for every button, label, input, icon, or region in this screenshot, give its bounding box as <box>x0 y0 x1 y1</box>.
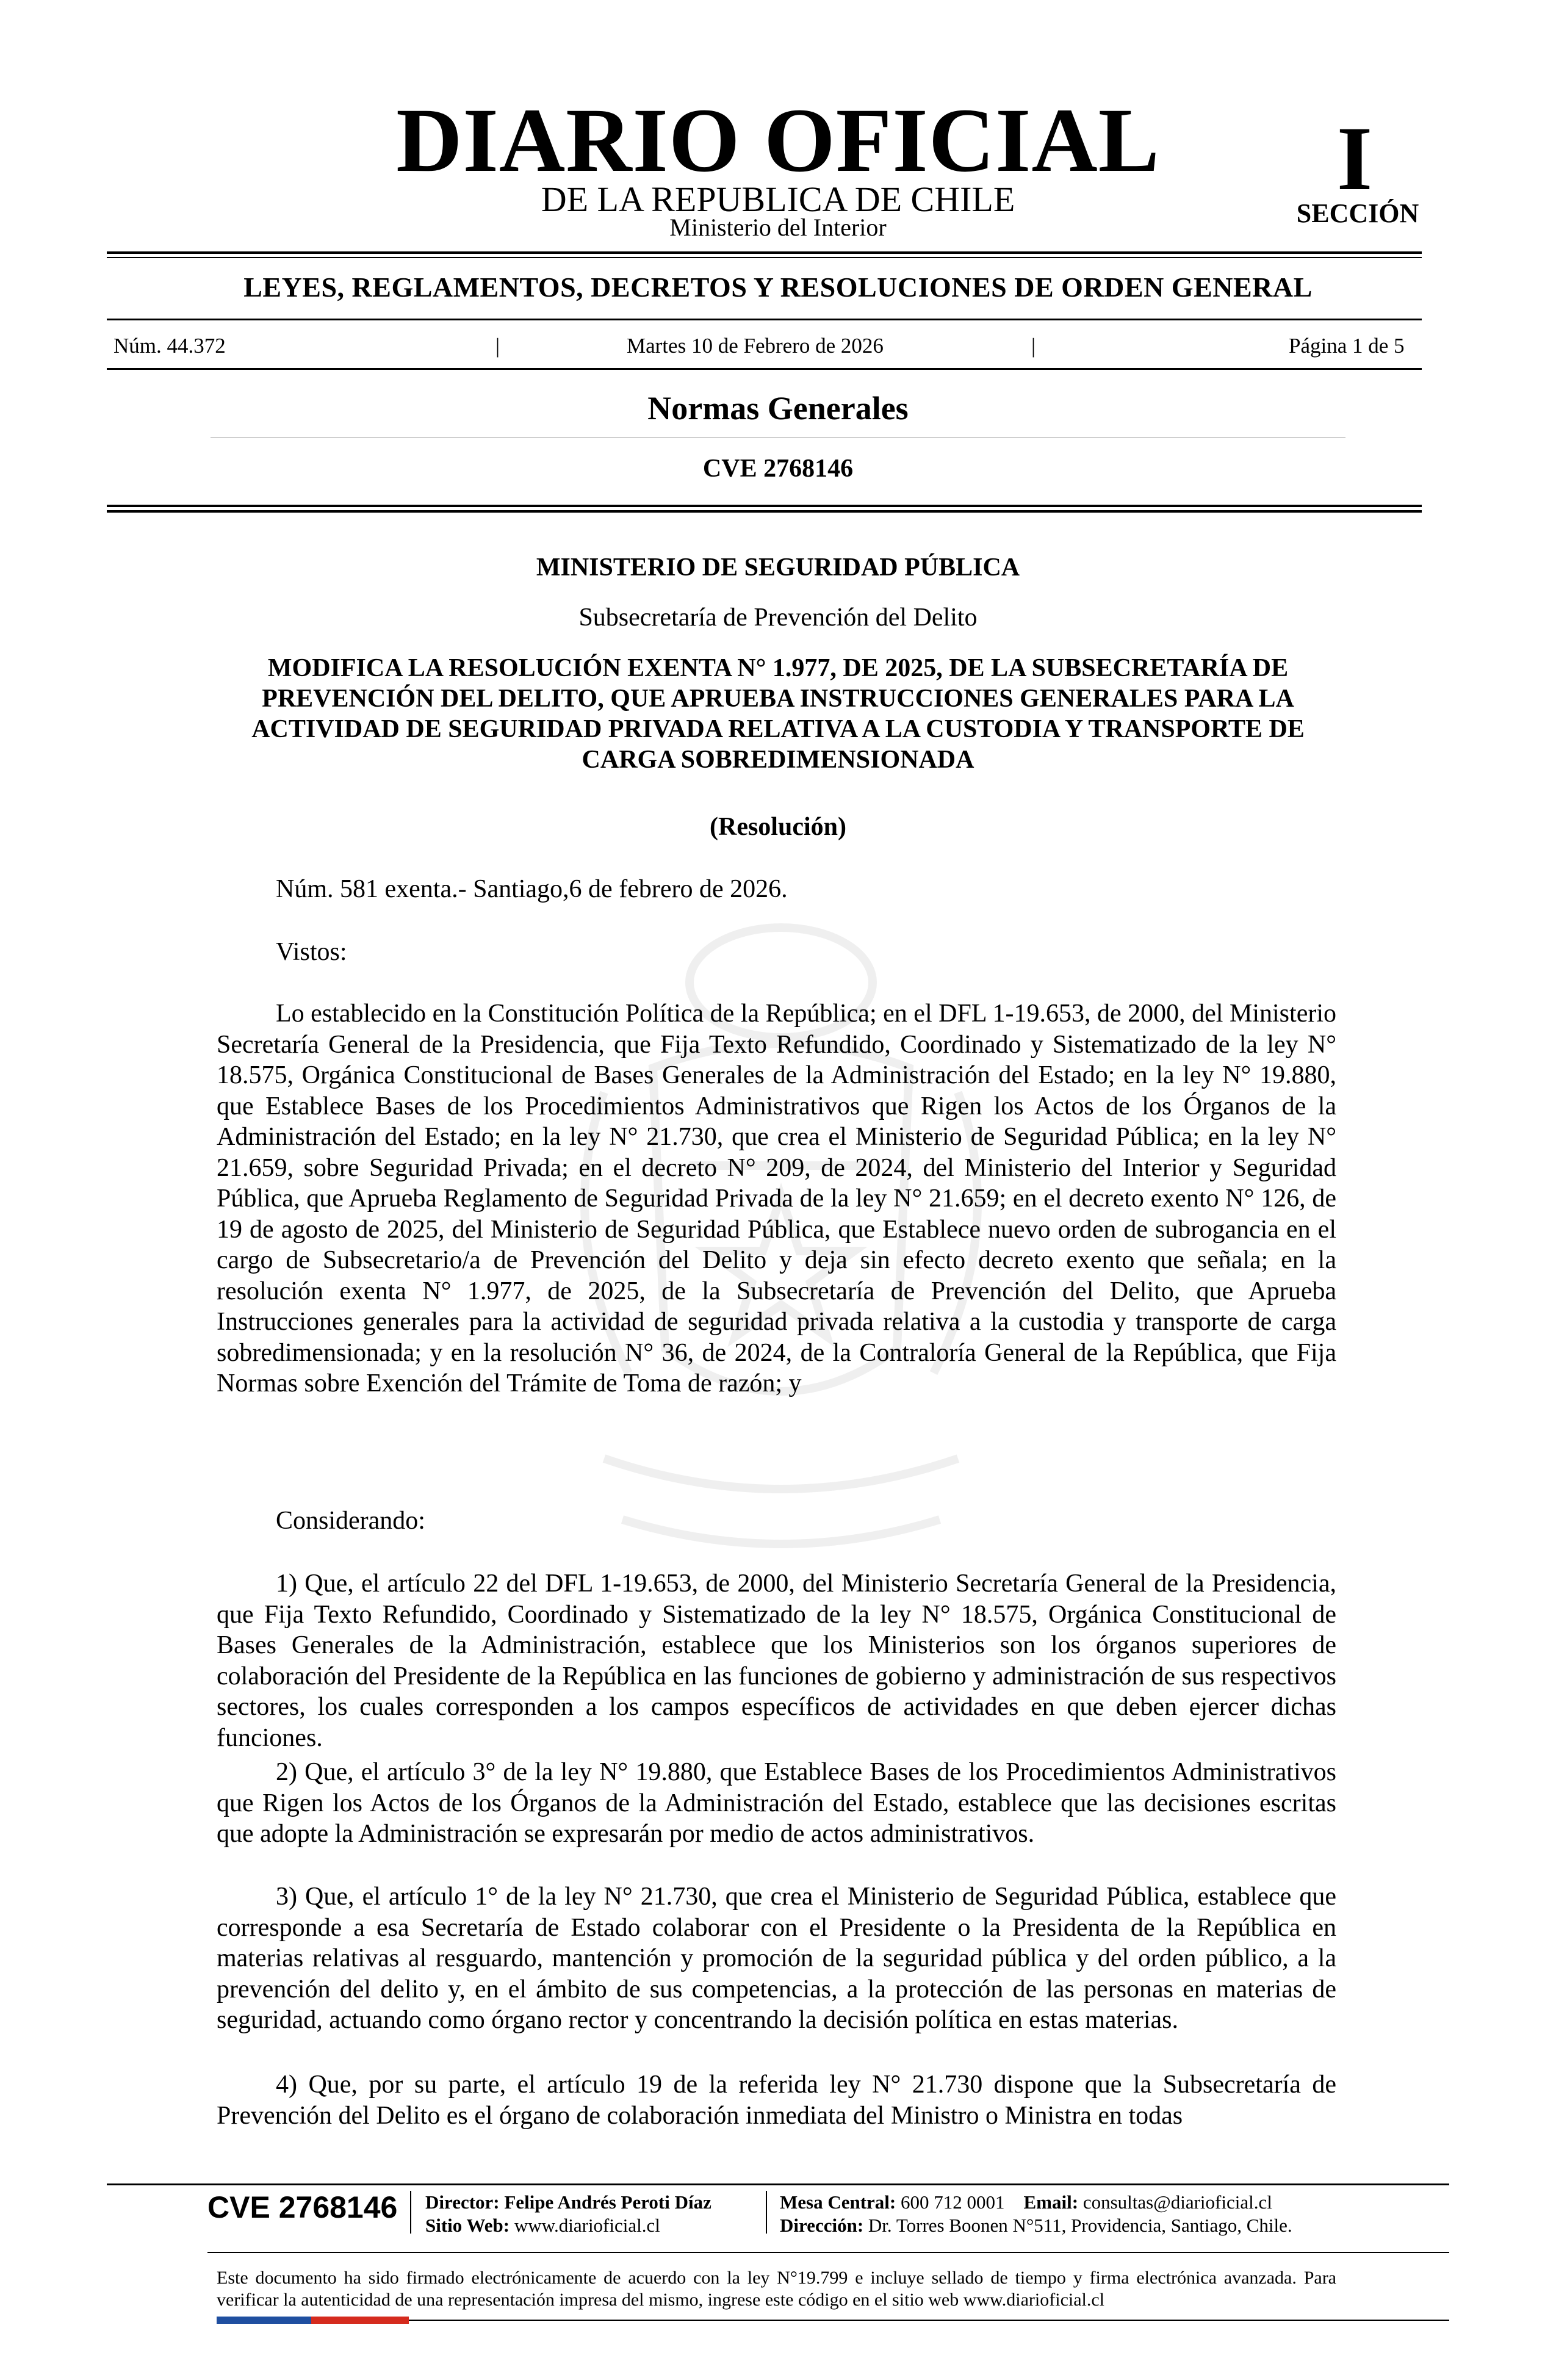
masthead-divider <box>107 251 1422 254</box>
website-link[interactable]: www.diarioficial.cl <box>514 2215 660 2236</box>
footer-cve: CVE 2768146 <box>207 2190 398 2224</box>
header-bottom-divider <box>107 505 1422 507</box>
vistos-paragraph: Lo establecido en la Constitución Política de la República; en el DFL 1-19.653, de 2000, del Ministerio Secretaría General de la Presidencia, que Fija Texto Refundido, Coordinado y Sistematizado de la ley N° 18.575, Orgánica Constitucional de Bases Generales de la Administración del Estado; en la ley N° 19.880, que Establece Bases de los Procedimientos Administrativos que Rigen los Actos de los Órganos de la Administración del Estado; en la ley N° 21.730, que crea el Ministerio de Seguridad Pública; en la ley N° 21.659, sobre Seguridad Privada; en el decreto N° 209, de 2024, del Ministerio del Interior y Seguridad Pública, que Aprueba Reglamento de Seguridad Privada de la ley N° 21.659; en el decreto exento N° 126, de 19 de agosto de 2025, del Ministerio de Seguridad Pública, que Establece nuevo orden de subrogancia en el cargo de Subsecretario/a de Prevención del Delito y deja sin efecto decreto exento que señala; en la resolución exenta N° 1.977, de 2025, de la Subsecretaría de Prevención del Delito, que Aprueba Instrucciones generales para la actividad de seguridad privada relativa a la custodia y transporte de carga sobredimensionada; y en la resolución N° 36, de 2024, de la Contraloría General de la República, que Fija Normas sobre Exención del Trámite de Toma de razón; y <box>217 1000 1336 1397</box>
address-label: Dirección: <box>780 2215 864 2236</box>
flag-stripe-blue <box>217 2317 311 2324</box>
considerando-label: Considerando: <box>276 1507 425 1535</box>
footer-note-divider <box>207 2252 1449 2253</box>
category-heading: LEYES, REGLAMENTOS, DECRETOS Y RESOLUCIONES DE ORDEN GENERAL <box>243 272 1313 303</box>
document-ministry: MINISTERIO DE SEGURIDAD PÚBLICA <box>536 554 1020 582</box>
director-label: Director: <box>425 2191 500 2213</box>
phone-label: Mesa Central: <box>780 2191 896 2213</box>
section-number: I <box>1336 108 1373 209</box>
phone-value: 600 712 0001 <box>901 2191 1005 2213</box>
considerando-4: 4) Que, por su parte, el artículo 19 de la referida ley N° 21.730 dispone que la Subsecretaría de Prevención del Delito es el órgano de colaboración inmediata del Ministro o Ministra en todas <box>217 2071 1336 2130</box>
issue-page: Página 1 de 5 <box>1289 334 1405 358</box>
masthead-divider-thin <box>107 257 1422 258</box>
issue-separator-left: | <box>495 334 500 358</box>
footer-note: Este documento ha sido firmado electrónicamente de acuerdo con la ley N°19.799 e incluye sellado de tiempo y firma electrónica avanzada. Para verificar la autenticidad de una representación impresa del mismo, ingrese este código en el sitio web www.diarioficial.cl <box>217 2268 1336 2310</box>
masthead-subtitle: DE LA REPUBLICA DE CHILE <box>541 179 1015 219</box>
footer-vertical-divider-right <box>766 2191 767 2234</box>
section-label: SECCIÓN <box>1296 198 1419 228</box>
issue-divider <box>107 368 1422 370</box>
issue-number: Núm. 44.372 <box>113 334 226 358</box>
flag-stripe-red <box>311 2317 409 2324</box>
considerando-1: 1) Que, el artículo 22 del DFL 1-19.653, de 2000, del Ministerio Secretaría General de la Presidencia, que Fija Texto Refundido, Coordinado y Sistematizado de la ley N° 18.575, Orgánica Constitucional de Bases Generales de la Administración, establece que los Ministerios son los órganos superiores de colaboración del Presidente de la República en las funciones de gobierno y administración de sus respectivos sectores, los cuales corresponden a los campos específicos de actividades en que deben ejercer dichas funciones. <box>217 1570 1336 1752</box>
director-name: Felipe Andrés Peroti Díaz <box>504 2191 711 2213</box>
address-value: Dr. Torres Boonen N°511, Providencia, Santiago, Chile. <box>868 2215 1292 2236</box>
footer-vertical-divider-left <box>410 2191 411 2234</box>
masthead-ministry: Ministerio del Interior <box>669 214 887 241</box>
resolution-number: Núm. 581 exenta.- Santiago,6 de febrero de 2026. <box>276 875 788 903</box>
footer-website <box>425 2214 660 2237</box>
document-type: (Resolución) <box>710 813 846 841</box>
email-link[interactable]: consultas@diarioficial.cl <box>1082 2191 1272 2213</box>
flag-stripe-line <box>409 2320 1449 2321</box>
email-label: Email: <box>1023 2191 1079 2213</box>
footer-address <box>780 2214 1292 2237</box>
document-title: MODIFICA LA RESOLUCIÓN EXENTA N° 1.977, DE 2025, DE LA SUBSECRETARÍA DE PREVENCIÓN DEL DELITO, QUE APRUEBA INSTRUCCIONES GENERALES PARA LA ACTIVIDAD DE SEGURIDAD PRIVADA RELATIVA A LA CUSTODIA Y TRANSPORTE DE CARGA SOBREDIMENSIONADA <box>251 654 1305 774</box>
section-heading: Normas Generales <box>647 390 909 427</box>
footer-contact <box>780 2191 1272 2214</box>
considerando-2: 2) Que, el artículo 3° de la ley N° 19.880, que Establece Bases de los Procedimientos Administrativos que Rigen los Actos de los Órganos de la Administración del Estado, establece que las decisiones escritas que adopte la Administración se expresarán por medio de actos administrativos. <box>217 1758 1336 1848</box>
category-divider <box>107 319 1422 320</box>
section-heading-divider <box>211 437 1345 438</box>
footer-director <box>425 2191 711 2214</box>
header-bottom-divider-2 <box>107 510 1422 513</box>
footer-divider <box>107 2183 1449 2185</box>
website-label: Sitio Web: <box>425 2215 510 2236</box>
considerando-3: 3) Que, el artículo 1° de la ley N° 21.730, que crea el Ministerio de Seguridad Pública, establece que corresponde a esa Secretaría de Estado colaborar con el Presidente o la Presidenta de la República en materias relativas al resguardo, mantención y promoción de la seguridad pública y del orden público, a la prevención del delito y, en el ámbito de sus competencias, a la protección de las personas en materias de seguridad, actuando como órgano rector y concentrando la decisión política en estas materias. <box>217 1883 1336 2034</box>
issue-separator-right: | <box>1031 334 1036 358</box>
cve-header: CVE 2768146 <box>702 455 854 483</box>
vistos-label: Vistos: <box>276 938 347 966</box>
masthead-title: DIARIO OFICIAL <box>396 90 1160 191</box>
issue-date: Martes 10 de Febrero de 2026 <box>627 334 884 358</box>
document-subsecretaria: Subsecretaría de Prevención del Delito <box>578 604 978 632</box>
